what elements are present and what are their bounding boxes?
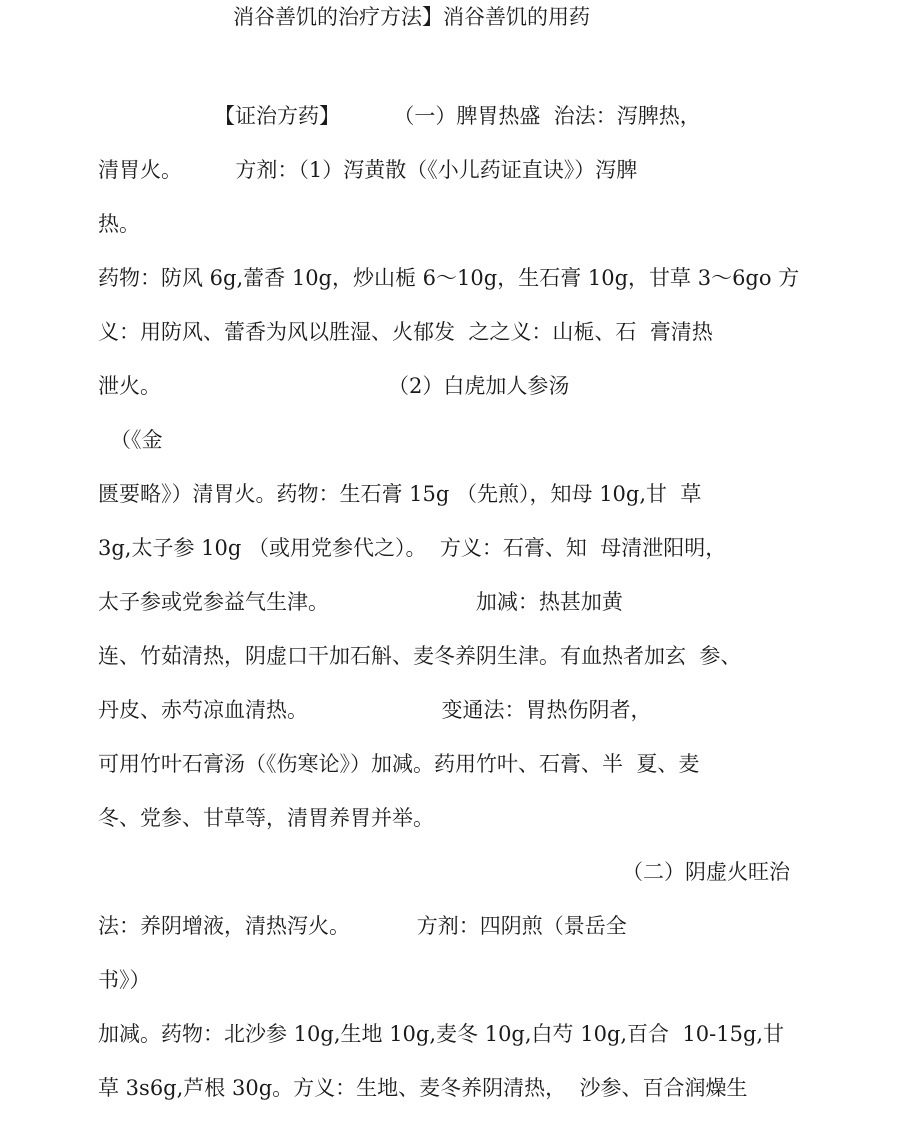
text-line: 匮要略》）清胃火。药物：生石膏 15g （先煎），知母 10g,甘 草 <box>98 482 702 506</box>
text-line: 【证治方药】 （一）脾胃热盛 治法：泻脾热， <box>214 104 701 128</box>
text-line: 可用竹叶石膏汤（《伤寒论》）加减。药用竹叶、石膏、半 夏、麦 <box>98 752 700 776</box>
text-line: 清胃火。 方剂：（1）泻黄散（《小儿药证直诀》）泻脾 <box>98 158 638 182</box>
text-line: 义：用防风、蕾香为风以胜湿、火郁发 之之义：山栀、石 膏清热 <box>98 320 713 344</box>
text-line: 3g,太子参 10g （或用党参代之）。 方义：石膏、知 母清泄阳明， <box>98 536 727 560</box>
text-line: （二）阴虚火旺治 <box>622 860 790 884</box>
text-line: 太子参或党参益气生津。 加减：热甚加黄 <box>98 590 623 614</box>
text-line: 丹皮、赤芍凉血清热。 变通法：胃热伤阴者， <box>98 698 652 722</box>
text-line: （《金 <box>110 428 163 452</box>
text-line: 药物：防风 6g,蕾香 10g，炒山栀 6〜10g，生石膏 10g，甘草 3〜6go 方 <box>98 266 800 290</box>
text-line: 连、竹茹清热，阴虚口干加石斛、麦冬养阴生津。有血热者加玄 参、 <box>98 644 742 668</box>
text-line: 加减。药物：北沙参 10g,生地 10g,麦冬 10g,白芍 10g,百合 10-15g,甘 <box>98 1022 785 1046</box>
text-line: 热。 <box>98 212 140 236</box>
text-line: 泄火。 （2）白虎加人参汤 <box>98 374 570 398</box>
text-line: 冬、党参、甘草等，清胃养胃并举。 <box>98 806 434 830</box>
text-line: 书》） <box>98 968 151 992</box>
document-title: 消谷善饥的治疗方法】消谷善饥的用药 <box>233 5 590 29</box>
text-line: 草 3s6g,芦根 30g。方义：生地、麦冬养阴清热， 沙参、百合润燥生 <box>98 1076 748 1100</box>
text-line: 法：养阴增液，清热泻火。 方剂：四阴煎（景岳全 <box>98 914 627 938</box>
